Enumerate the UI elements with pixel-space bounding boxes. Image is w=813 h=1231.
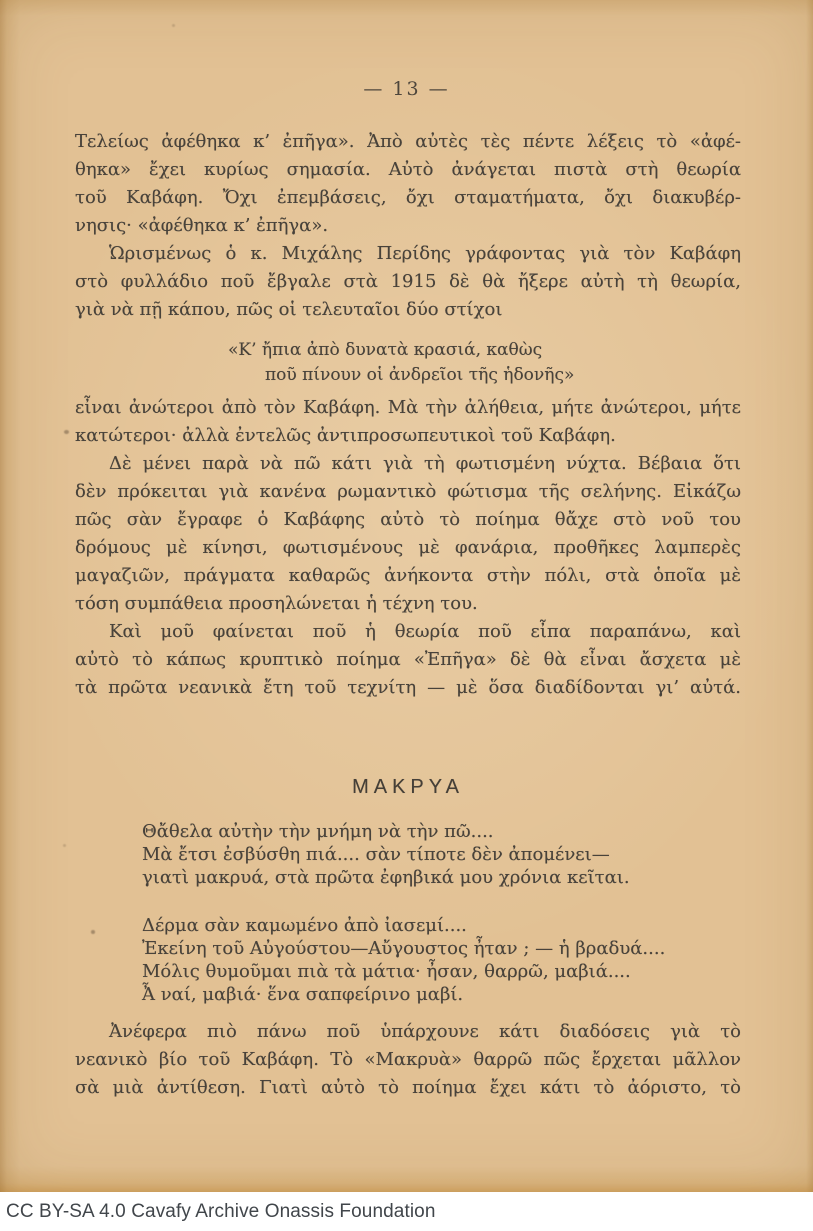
poem-title: ΜΑΚΡΥΑ [352, 776, 464, 798]
poem-stanza-1 [142, 820, 741, 889]
poem-section [75, 774, 741, 1006]
text-line: γιὰ νὰ πῇ κάπου, πῶς οἱ τελευταῖοι δύο στίχοι [75, 299, 503, 320]
poem-line: Ἆ ναί, μαβιά· ἕνα σαπφείρινο μαβί. [142, 984, 464, 1005]
ink-speck-artifact [172, 24, 175, 27]
text-line: μαγαζιῶν, πράγματα καθαρῶς ἀνήκοντα στὴν πόλι, στὰ ὁποῖα μὲ [75, 565, 741, 586]
poem-line: γιατὶ μακρυά, στὰ πρῶτα ἐφηβικά μου χρόνια κεῖται. [142, 867, 630, 888]
text-line: δὲν πρόκειται γιὰ κανένα ρωμαντικὸ φώτισμα τῆς σελήνης. Εἰκάζω [75, 481, 741, 502]
text-line: σὰ μιὰ ἀντίθεση. Γιατὶ αὐτὸ τὸ ποίημα ἔχει κάτι τὸ ἀόριστο, τὸ [75, 1077, 741, 1098]
poem-line: Μὰ ἔτσι ἐσβύσθη πιά.... σὰν τίποτε δὲν ἀπομένει— [142, 844, 610, 865]
ink-speck-artifact [91, 930, 95, 934]
text-line: εἶναι ἀνώτεροι ἀπὸ τὸν Καβάφη. Μὰ τὴν ἀλήθεια, μήτε ἀνώτεροι, μήτε [75, 397, 741, 418]
page-number: — 13 — [363, 78, 450, 100]
license-text: CC BY-SA 4.0 Cavafy Archive Onassis Foundation [6, 1200, 436, 1222]
text-line: δρόμους μὲ κίνησι, φωτισμένους μὲ φανάρια, προθῆκες λαμπερὲς [75, 537, 741, 558]
text-line: τόση συμπάθεια προσηλώνεται ἡ τέχνη του. [75, 593, 478, 614]
verse-quote [75, 338, 741, 388]
text-line: Ἀνέφερα πιὸ πάνω ποῦ ὑπάρχουνε κάτι διαδόσεις γιὰ τὸ [109, 1021, 741, 1042]
poem-line: Μόλις θυμοῦμαι πιὰ τὰ μάτια· ἦσαν, θαρρῶ, μαβιά.... [142, 961, 631, 982]
body-text-column [75, 128, 741, 1102]
paragraph-1 [75, 128, 741, 240]
paragraph-2 [75, 240, 741, 324]
poem-line: Θἄθελα αὐτὴν τὴν μνήμη νὰ τὴν πῶ.... [142, 821, 494, 842]
text-line: νεανικὸ βίο τοῦ Καβάφη. Τὸ «Μακρυὰ» θαρρῶ πῶς ἔρχεται μᾶλλον [75, 1049, 741, 1070]
text-line: αὐτὸ τὸ κάπως κρυπτικὸ ποίημα «Ἐπῆγα» δὲ θὰ εἶναι ἄσχετα μὲ [75, 649, 741, 670]
poem-stanza-2 [142, 914, 741, 1006]
ink-speck-artifact [64, 430, 69, 434]
verse-line: ποῦ πίνουν οἱ ἀνδρεῖοι τῆς ἡδονῆς» [265, 365, 575, 385]
text-line: Ὡρισμένως ὁ κ. Μιχάλης Περίδης γράφοντας γιὰ τὸν Καβάφη [109, 243, 741, 264]
text-line: Καὶ μοῦ φαίνεται ποῦ ἡ θεωρία ποῦ εἶπα παραπάνω, καὶ [109, 621, 741, 642]
text-line: πῶς σὰν ἔγραφε ὁ Καβάφης αὐτὸ τὸ ποίημα θἄχε στὸ νοῦ του [75, 509, 741, 530]
paragraph-6 [75, 1018, 741, 1102]
verse-line: «Κ’ ἤπια ἀπὸ δυνατὰ κρασιά, καθὼς [228, 340, 543, 360]
text-line: τοῦ Καβάφη. Ὄχι ἐπεμβάσεις, ὄχι σταματήματα, ὄχι διακυβέρ- [75, 187, 741, 208]
paragraph-4 [75, 450, 741, 618]
text-line: Τελείως ἀφέθηκα κ’ ἐπῆγα». Ἀπὸ αὐτὲς τὲς πέντε λέξεις τὸ «ἀφέ- [75, 131, 741, 152]
text-line: θηκα» ἔχει κυρίως σημασία. Αὐτὸ ἀνάγεται πιστὰ στὴ θεωρία [75, 159, 741, 180]
paragraph-3 [75, 394, 741, 450]
text-line: νησις· «ἀφέθηκα κ’ ἐπῆγα». [75, 215, 329, 236]
text-line: κατώτεροι· ἀλλὰ ἐντελῶς ἀντιπροσωπευτικοὶ τοῦ Καβάφη. [75, 425, 616, 446]
attribution-bar [0, 1192, 813, 1231]
poem-line: Δέρμα σὰν καμωμένο ἀπὸ ἰασεμί.... [142, 915, 467, 936]
text-line: Δὲ μένει παρὰ νὰ πῶ κάτι γιὰ τὴ φωτισμένη νύχτα. Βέβαια ὅτι [109, 453, 741, 474]
paragraph-5 [75, 618, 741, 702]
text-line: τὰ πρῶτα νεανικὰ ἔτη τοῦ τεχνίτη — μὲ ὅσα διαδίδονται γι’ αὐτά. [75, 677, 741, 698]
ink-speck-artifact [63, 844, 66, 847]
poem-line: Ἐκείνη τοῦ Αὐγούστου—Αὔγουστος ἦταν ; — ἡ βραδυά.... [142, 938, 666, 959]
text-line: στὸ φυλλάδιο ποῦ ἔβγαλε στὰ 1915 δὲ θὰ ἤξερε αὐτὴ τὴ θεωρία, [75, 271, 741, 292]
